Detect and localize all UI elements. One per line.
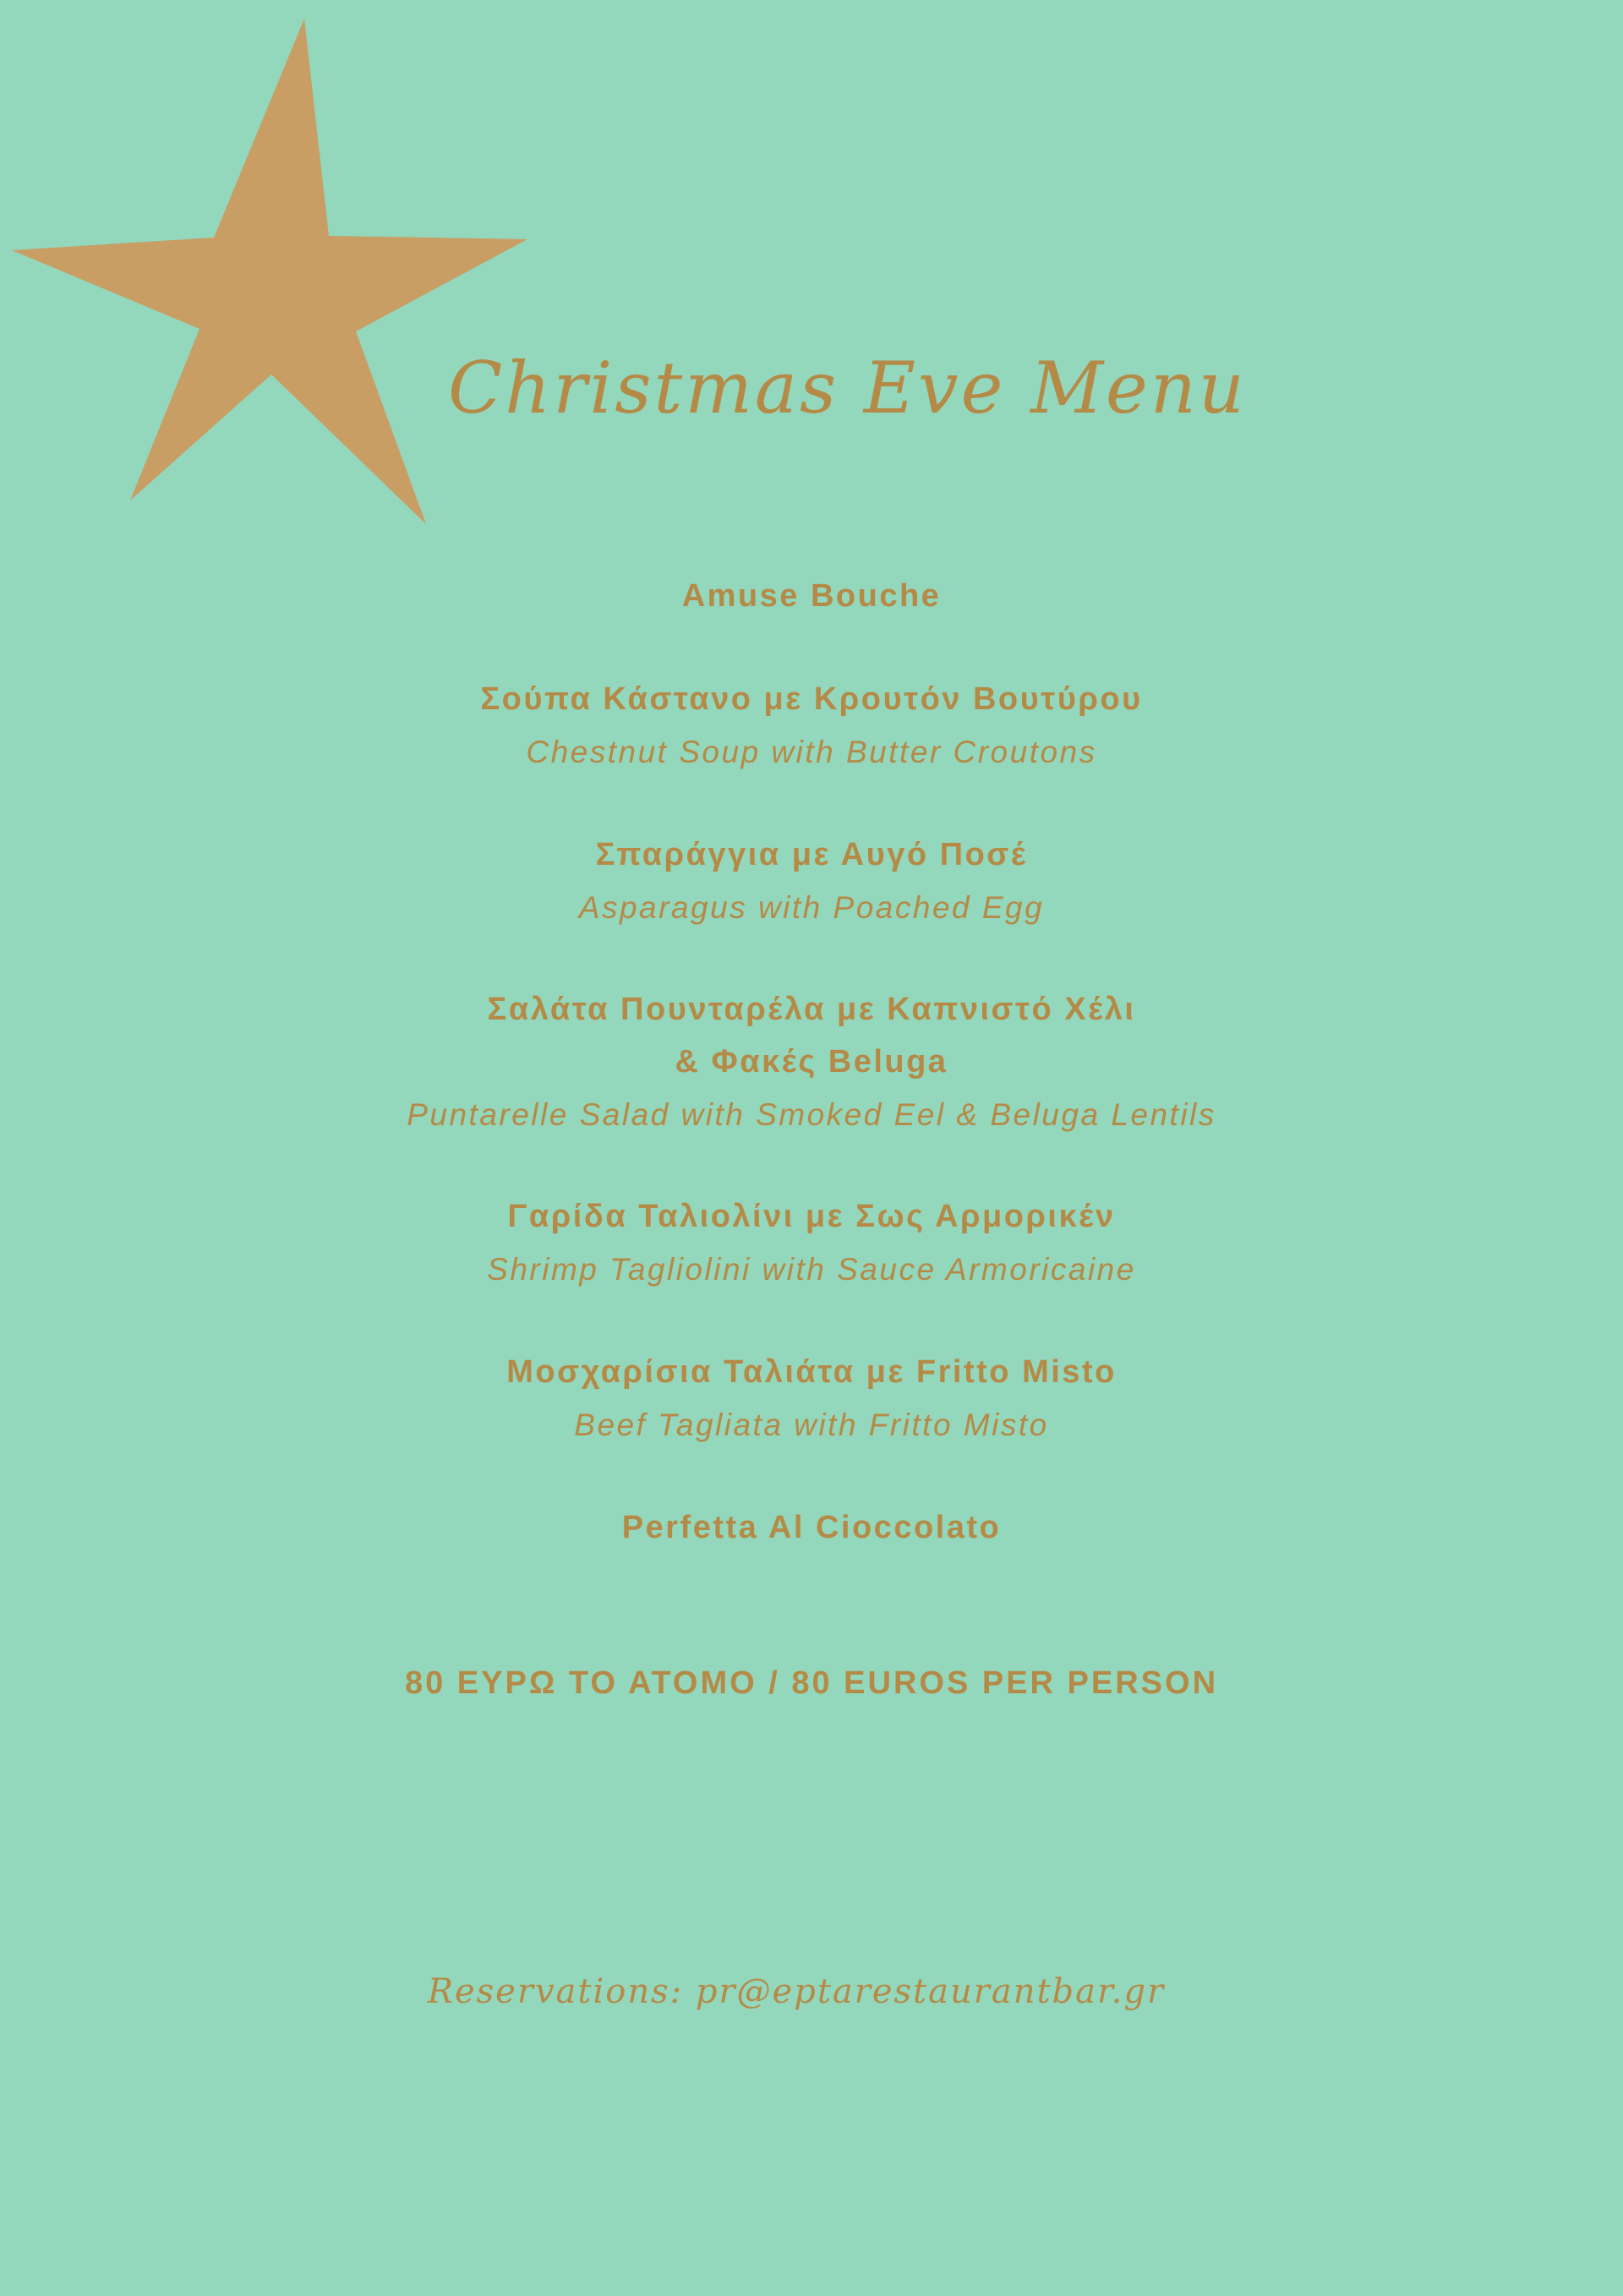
course-5-greek: Μοσχαρίσια Ταλιάτα με Fritto Misto bbox=[506, 1354, 1117, 1390]
course-4-greek: Γαρίδα Ταλιολίνι με Σως Αρμορικέν bbox=[507, 1199, 1116, 1234]
course-2-greek: Σπαράγγια με Αυγό Ποσέ bbox=[595, 837, 1028, 872]
course-3-english: Puntarelle Salad with Smoked Eel & Beluga Lentils bbox=[407, 1097, 1216, 1132]
course-3-greek-line2: & Φακές Beluga bbox=[675, 1044, 948, 1080]
course-3-greek-line1: Σαλάτα Πουνταρέλα με Καπνιστό Χέλι bbox=[487, 992, 1136, 1027]
dessert: Perfetta Al Cioccolato bbox=[621, 1510, 1002, 1545]
course-2-english: Asparagus with Poached Egg bbox=[578, 890, 1045, 925]
course-1-greek: Σούπα Κάστανο με Κρουτόν Βουτύρου bbox=[480, 681, 1143, 717]
star-shape bbox=[12, 19, 527, 524]
price: 80 ΕΥΡΩ ΤΟ ΑΤΟΜΟ / 80 EUROS PER PERSON bbox=[404, 1665, 1219, 1701]
course-4-english: Shrimp Tagliolini with Sauce Armoricaine bbox=[487, 1252, 1136, 1287]
amuse-bouche: Amuse Bouche bbox=[681, 578, 942, 614]
course-5-english: Beef Tagliata with Fritto Misto bbox=[574, 1408, 1049, 1442]
reservations-contact: Reservations: pr@eptarestaurantbar.gr bbox=[427, 1972, 1166, 2011]
star-icon bbox=[0, 0, 541, 541]
page-title: Christmas Eve Menu bbox=[448, 347, 1247, 429]
course-1-english: Chestnut Soup with Butter Croutons bbox=[526, 735, 1097, 769]
